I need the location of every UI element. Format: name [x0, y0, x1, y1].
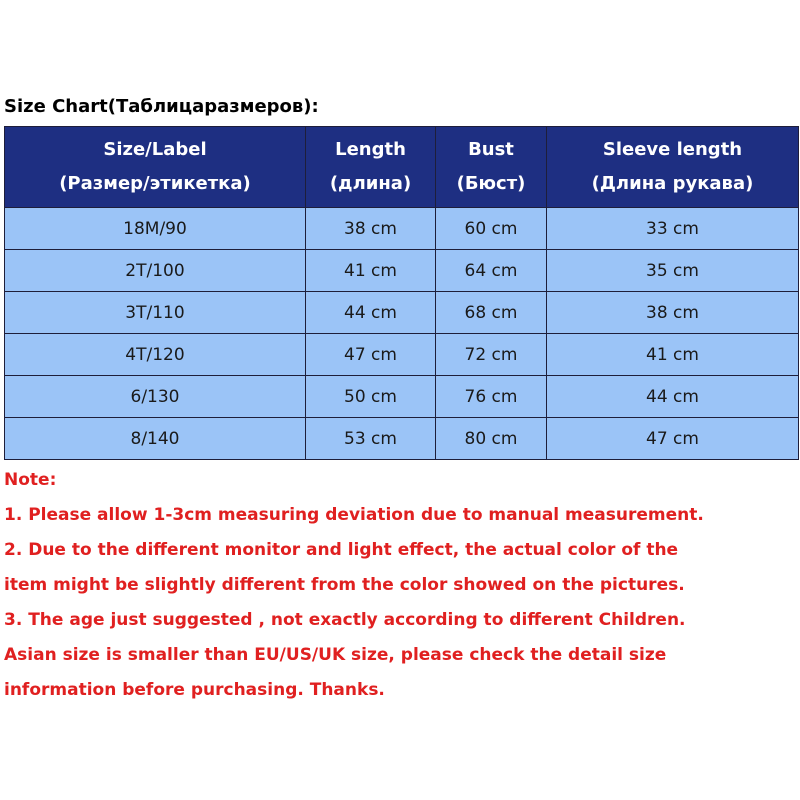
- header-line: Sleeve length: [602, 139, 743, 160]
- table-row: [5, 334, 799, 376]
- cell-length: 41 cm: [306, 250, 436, 292]
- header-line: Bust: [468, 139, 514, 160]
- header-line: (Длина рукава): [591, 173, 754, 194]
- note-line: Asian size is smaller than EU/US/UK size, please check the detail size: [4, 645, 667, 665]
- note-line: 2. Due to the different monitor and light effect, the actual color of the: [4, 540, 679, 560]
- header-bust: [436, 127, 547, 208]
- cell-bust: 60 cm: [436, 208, 547, 250]
- cell-sleeve-length: 44 cm: [547, 376, 799, 418]
- cell-length: 53 cm: [306, 418, 436, 460]
- table-row: [5, 208, 799, 250]
- header-line: (длина): [329, 173, 412, 194]
- cell-length: 47 cm: [306, 334, 436, 376]
- cell-size: 2T/100: [5, 250, 306, 292]
- header-sleeve-length: [547, 127, 799, 208]
- note-line: information before purchasing. Thanks.: [4, 680, 385, 700]
- table-header-row: [5, 127, 799, 208]
- header-line: Size/Label: [103, 139, 207, 160]
- cell-size: 8/140: [5, 418, 306, 460]
- cell-bust: 68 cm: [436, 292, 547, 334]
- header-length: [306, 127, 436, 208]
- size-chart-table: [4, 126, 799, 460]
- note-line: 1. Please allow 1-3cm measuring deviation due to manual measurement.: [4, 505, 704, 525]
- cell-length: 50 cm: [306, 376, 436, 418]
- page-title: Size Chart(Таблицаразмеров):: [4, 96, 319, 117]
- cell-bust: 72 cm: [436, 334, 547, 376]
- cell-sleeve-length: 35 cm: [547, 250, 799, 292]
- header-line: (Размер/этикетка): [59, 173, 251, 194]
- header-line: (Бюст): [456, 173, 526, 194]
- cell-sleeve-length: 41 cm: [547, 334, 799, 376]
- note-heading: Note:: [4, 470, 57, 490]
- cell-length: 38 cm: [306, 208, 436, 250]
- cell-bust: 80 cm: [436, 418, 547, 460]
- table-row: [5, 418, 799, 460]
- cell-sleeve-length: 47 cm: [547, 418, 799, 460]
- cell-size: 18M/90: [5, 208, 306, 250]
- header-size-label: [5, 127, 306, 208]
- cell-bust: 64 cm: [436, 250, 547, 292]
- notes-section: [4, 463, 796, 708]
- header-line: Length: [335, 139, 406, 160]
- table-row: [5, 376, 799, 418]
- cell-sleeve-length: 38 cm: [547, 292, 799, 334]
- cell-size: 4T/120: [5, 334, 306, 376]
- table-row: [5, 250, 799, 292]
- cell-sleeve-length: 33 cm: [547, 208, 799, 250]
- table-row: [5, 292, 799, 334]
- note-line: 3. The age just suggested , not exactly according to different Children.: [4, 610, 686, 630]
- cell-bust: 76 cm: [436, 376, 547, 418]
- cell-length: 44 cm: [306, 292, 436, 334]
- cell-size: 6/130: [5, 376, 306, 418]
- note-line: item might be slightly different from the color showed on the pictures.: [4, 575, 685, 595]
- cell-size: 3T/110: [5, 292, 306, 334]
